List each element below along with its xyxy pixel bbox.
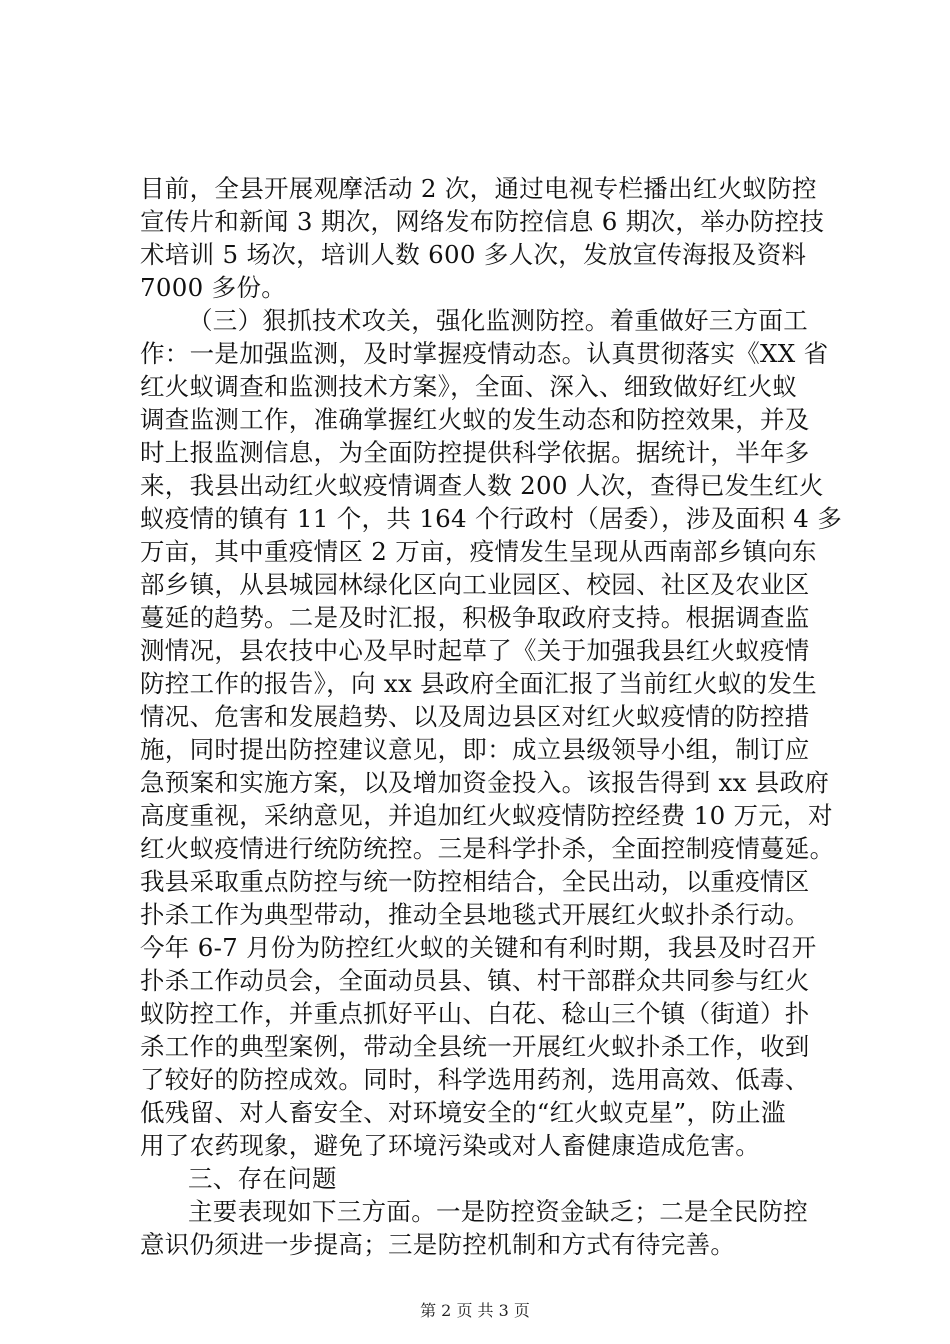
text-line: 低残留、对人畜安全、对环境安全的“红火蚁克星”，防止滥 [140, 1098, 786, 1127]
text-line: 高度重视，采纳意见，并追加红火蚁疫情防控经费 10 万元，对 [140, 801, 833, 830]
text-line: 今年 6-7 月份为防控红火蚁的关键和有利时期，我县及时召开 [140, 933, 817, 962]
text-line: 扑杀工作动员会，全面动员县、镇、村干部群众共同参与红火 [140, 966, 810, 995]
text-line: 部乡镇，从县城园林绿化区向工业园区、校园、社区及农业区 [140, 570, 810, 599]
text-line: 调查监测工作，准确掌握红火蚁的发生动态和防控效果，并及 [140, 405, 810, 434]
text-line: 杀工作的典型案例，带动全县统一开展红火蚁扑杀工作，收到 [140, 1032, 810, 1061]
text-line: 7000 多份。 [140, 273, 287, 302]
text-line: 了较好的防控成效。同时，科学选用药剂，选用高效、低毒、 [140, 1065, 810, 1094]
text-line: 目前，全县开展观摩活动 2 次，通过电视专栏播出红火蚁防控 [140, 174, 817, 203]
text-line: 防控工作的报告》，向 xx 县政府全面汇报了当前红火蚁的发生 [140, 669, 817, 698]
text-line: 蚁疫情的镇有 11 个，共 164 个行政村（居委），涉及面积 4 多 [140, 504, 842, 533]
text-line: 蚁防控工作，并重点抓好平山、白花、稔山三个镇（街道）扑 [140, 999, 810, 1028]
text-line: 时上报监测信息，为全面防控提供科学依据。据统计，半年多 [140, 438, 810, 467]
page-number-footer: 第 2 页 共 3 页 [420, 1301, 530, 1320]
text-line: 急预案和实施方案，以及增加资金投入。该报告得到 xx 县政府 [140, 768, 830, 797]
text-line: 来，我县出动红火蚁疫情调查人数 200 人次，查得已发生红火 [140, 471, 824, 500]
section-heading-line: （三）狠抓技术攻关，强化监测防控。着重做好三方面工 [188, 306, 808, 335]
text-line: 万亩，其中重疫情区 2 万亩，疫情发生呈现从西南部乡镇向东 [140, 537, 817, 566]
text-line: 红火蚁调查和监测技术方案》，全面、深入、细致做好红火蚁 [140, 372, 798, 401]
text-line: 蔓延的趋势。二是及时汇报，积极争取政府支持。根据调查监 [140, 603, 810, 632]
text-line: 意识仍须进一步提高；三是防控机制和方式有待完善。 [140, 1230, 736, 1259]
text-line: 情况、危害和发展趋势、以及周边县区对红火蚁疫情的防控措 [140, 702, 810, 731]
text-line: 红火蚁疫情进行统防统控。三是科学扑杀，全面控制疫情蔓延。 [140, 834, 835, 863]
text-line: 测情况，县农技中心及早时起草了《关于加强我县红火蚁疫情 [140, 636, 810, 665]
text-line: 用了农药现象，避免了环境污染或对人畜健康造成危害。 [140, 1131, 760, 1160]
text-line: 施，同时提出防控建议意见，即：成立县级领导小组，制订应 [140, 735, 810, 764]
text-line: 作：一是加强监测，及时掌握疫情动态。认真贯彻落实《XX 省 [140, 339, 829, 368]
text-line: 扑杀工作为典型带动，推动全县地毯式开展红火蚁扑杀行动。 [140, 900, 810, 929]
text-line: 宣传片和新闻 3 期次，网络发布防控信息 6 期次，举办防控技 [140, 207, 825, 236]
section-heading: 三、存在问题 [188, 1164, 337, 1193]
text-line: 我县采取重点防控与统一防控相结合，全民出动，以重疫情区 [140, 867, 810, 896]
text-line: 主要表现如下三方面。一是防控资金缺乏；二是全民防控 [188, 1197, 808, 1226]
text-line: 术培训 5 场次，培训人数 600 多人次，发放宣传海报及资料 [140, 240, 807, 269]
